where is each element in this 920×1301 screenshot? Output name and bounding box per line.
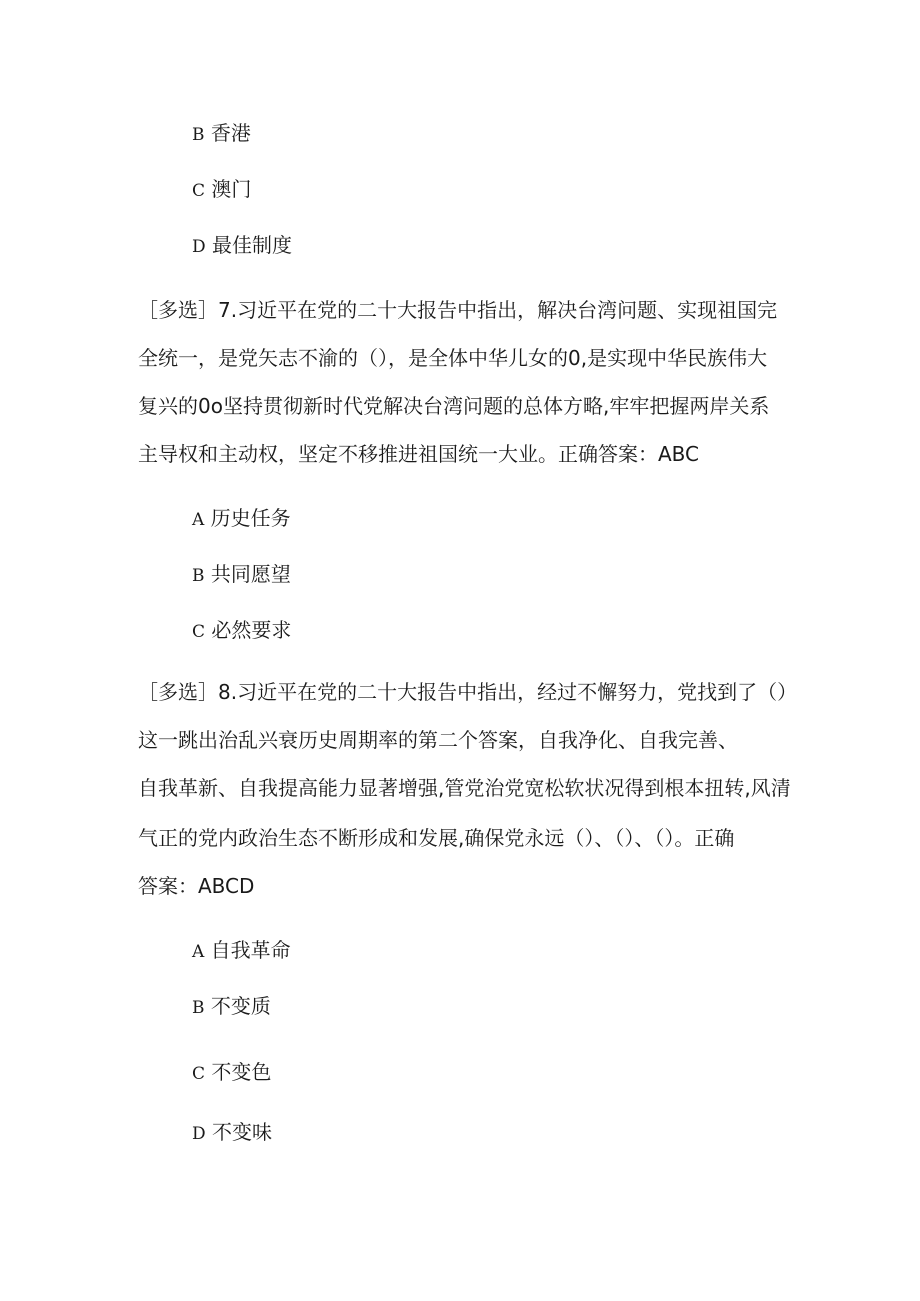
question8-line-5: 答案：ABCD xyxy=(138,874,255,898)
option-letter: C xyxy=(192,181,206,201)
option-text: 必然要求 xyxy=(211,618,292,642)
prev-option-d xyxy=(192,231,292,261)
question8-line-3: 自我革新、自我提高能力显著增强,管党治党宽松软状况得到根本扭转,风清 xyxy=(138,776,791,800)
question7-line-4: 主导权和主动权，坚定不移推进祖国统一大业。正确答案：ABC xyxy=(138,442,700,466)
question8-line-2: 这一跳出治乱兴衰历史周期率的第二个答案，自我净化、自我完善、 xyxy=(138,728,738,752)
option-letter: D xyxy=(192,1124,206,1144)
option-text: 澳门 xyxy=(211,177,252,201)
option-letter: A xyxy=(192,510,205,530)
question8-line-4: 气正的党内政治生态不断形成和发展,确保党永远（）、（）、（）。正确 xyxy=(138,826,735,850)
option-letter: A xyxy=(192,942,205,962)
option-letter: C xyxy=(192,622,206,642)
prev-option-b xyxy=(192,119,251,149)
option-letter: B xyxy=(192,998,205,1018)
option-text: 历史任务 xyxy=(210,506,291,530)
question7-option-b xyxy=(192,560,291,590)
option-text: 不变色 xyxy=(211,1060,272,1084)
question7-option-a xyxy=(192,504,291,534)
option-letter: B xyxy=(192,566,205,586)
question7-line-1: ［多选］7.习近平在党的二十大报告中指出，解决台湾问题、实现祖国完 xyxy=(138,298,778,322)
option-letter: D xyxy=(192,237,206,257)
option-letter: C xyxy=(192,1064,206,1084)
question7-line-2: 全统一，是党矢志不渝的（），是全体中华儿女的0,是实现中华民族伟大 xyxy=(138,346,768,370)
question8-option-d xyxy=(192,1118,272,1148)
question8-line-1: ［多选］8.习近平在党的二十大报告中指出，经过不懈努力，党找到了（） xyxy=(138,680,798,704)
option-text: 香港 xyxy=(210,121,251,145)
option-text: 自我革命 xyxy=(210,938,291,962)
option-text: 不变质 xyxy=(210,994,271,1018)
option-letter: B xyxy=(192,125,205,145)
question8-option-c xyxy=(192,1058,271,1088)
option-text: 共同愿望 xyxy=(210,562,291,586)
question8-option-b xyxy=(192,992,271,1022)
question7-option-c xyxy=(192,616,291,646)
option-text: 最佳制度 xyxy=(212,233,292,257)
prev-option-c xyxy=(192,175,251,205)
option-text: 不变味 xyxy=(212,1120,272,1144)
question8-option-a xyxy=(192,936,291,966)
question7-line-3: 复兴的0o坚持贯彻新时代党解决台湾问题的总体方略,牢牢把握两岸关系 xyxy=(138,394,770,418)
